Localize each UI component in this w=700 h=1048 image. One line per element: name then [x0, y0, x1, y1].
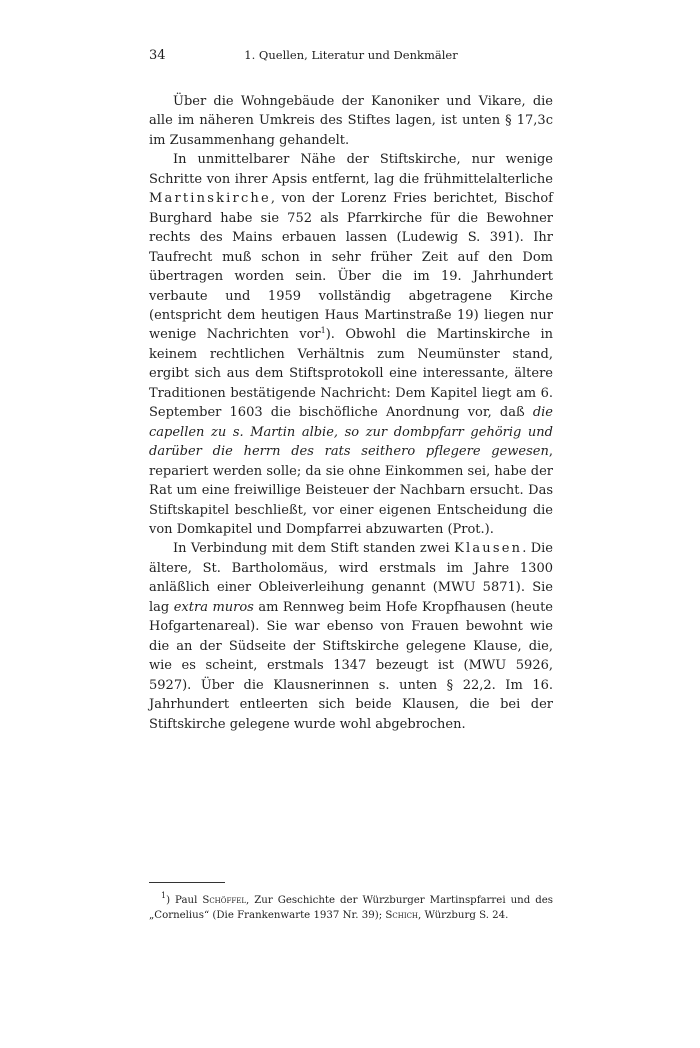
spaced-term-martinskirche: Martinskirche: [149, 191, 271, 207]
paragraph-2-text-c: , von der Lorenz Fries berichtet, Bischof Burghard habe sie 752 als Pfarrkirche für die Bewohner rechts des Mains erbauen lassen (Ludewig S. 391). Ihr Taufrecht muß schon in sehr früher Zeit auf den Dom übertragen worden sein. Über die im 19. Jahrhundert verbaute und 1959 vollständig abgetragene Kirche (entspricht dem heutigen Haus Martinstraße 19) liegen nur wenige Nachrichten vor: [149, 191, 553, 343]
paragraph-1-text: Über die Wohngebäude der Kanoniker und Vikare, die alle im näheren Umkreis des Stiftes lagen, ist unten § 17,3c im Zusammenhang gehandelt.: [149, 94, 553, 148]
paragraph-3-text-e: am Rennweg beim Hofe Kropfhausen (heute Hofgartenareal). Sie war ebenso von Frauen bewohnt wie die an der Südseite der Stiftskirche gelegene Klause, die, wie es scheint, erstmals 1347 bezeugt ist (MWU 5926, 5927). Über die Klausnerinnen s. unten § 22,2. Im 16. Jahrhundert entleerten sich beide Klausen, die bei der Stiftskirche gelegene wurde wohl abgebrochen.: [149, 599, 553, 732]
paragraph-2-text-a: In unmittelbarer Nähe der Stiftskirche, nur wenige Schritte von ihrer Apsis entfernt, lag die frühmittelalterliche: [149, 152, 553, 187]
footnote-author-schich: Schich: [385, 910, 419, 921]
page-number: 34: [149, 48, 166, 63]
footnote-author-schoeffel: Schöffel: [202, 895, 246, 906]
paragraph-2-text-d: ). Obwohl die Martinskirche in keinem rechtlichen Verhältnis zum Neumünster stand, ergibt sich aus dem Stiftsprotokoll eine interessante, ältere Traditionen bestätigende Nachricht: Dem Kapitel liegt am 6. September 1603 die bischöfliche Anordnung vor, daß: [149, 327, 553, 421]
page-header: [149, 48, 553, 68]
paragraph-3-text-c: . Die ältere, St. Bartholomäus, wird erstmals im Jahre 1300 anläßlich einer Obleiverleihung genannt (MWU 5871). Sie lag: [149, 541, 553, 615]
spaced-term-klausen: Klausen: [454, 541, 523, 557]
main-text: [149, 92, 553, 734]
paragraph-3-text-a: In Verbindung mit dem Stift standen zwei: [173, 541, 455, 557]
footnote-text-b: , Zur Geschichte der Würzburger Martinspfarrei und des „Cornelius“ (Die Frankenwarte 1937 Nr. 39);: [149, 895, 553, 921]
paragraph-2: [149, 150, 553, 539]
latin-phrase-italic: extra muros: [173, 599, 254, 615]
paragraph-1: [149, 92, 553, 150]
footnote-reference[interactable]: 1: [320, 326, 326, 336]
running-title: 1. Quellen, Literatur und Denkmäler: [244, 48, 458, 62]
footnote: [149, 893, 553, 923]
footnote-text: [149, 893, 553, 923]
footnote-text-a: ) Paul: [166, 895, 203, 906]
footnote-divider: [149, 882, 225, 883]
footnote-number: 1: [161, 891, 167, 900]
paragraph-2-text-f: , repariert werden solle; da sie ohne Einkommen sei, habe der Rat um eine freiwillige Beisteuer der Nachbarn ersucht. Das Stiftskapitel beschließt, vor einer eigenen Entscheidung die von Domkapitel und Dompfarrei abzuwarten (Prot.).: [149, 444, 553, 537]
footnote-text-c: , Würzburg S. 24.: [418, 910, 509, 921]
quotation-italic: die capellen zu s. Martin albie, so zur dombpfarr gehörig und darüber die herrn des rats seithero pflegere gewesen: [149, 405, 553, 460]
paragraph-3: [149, 539, 553, 734]
